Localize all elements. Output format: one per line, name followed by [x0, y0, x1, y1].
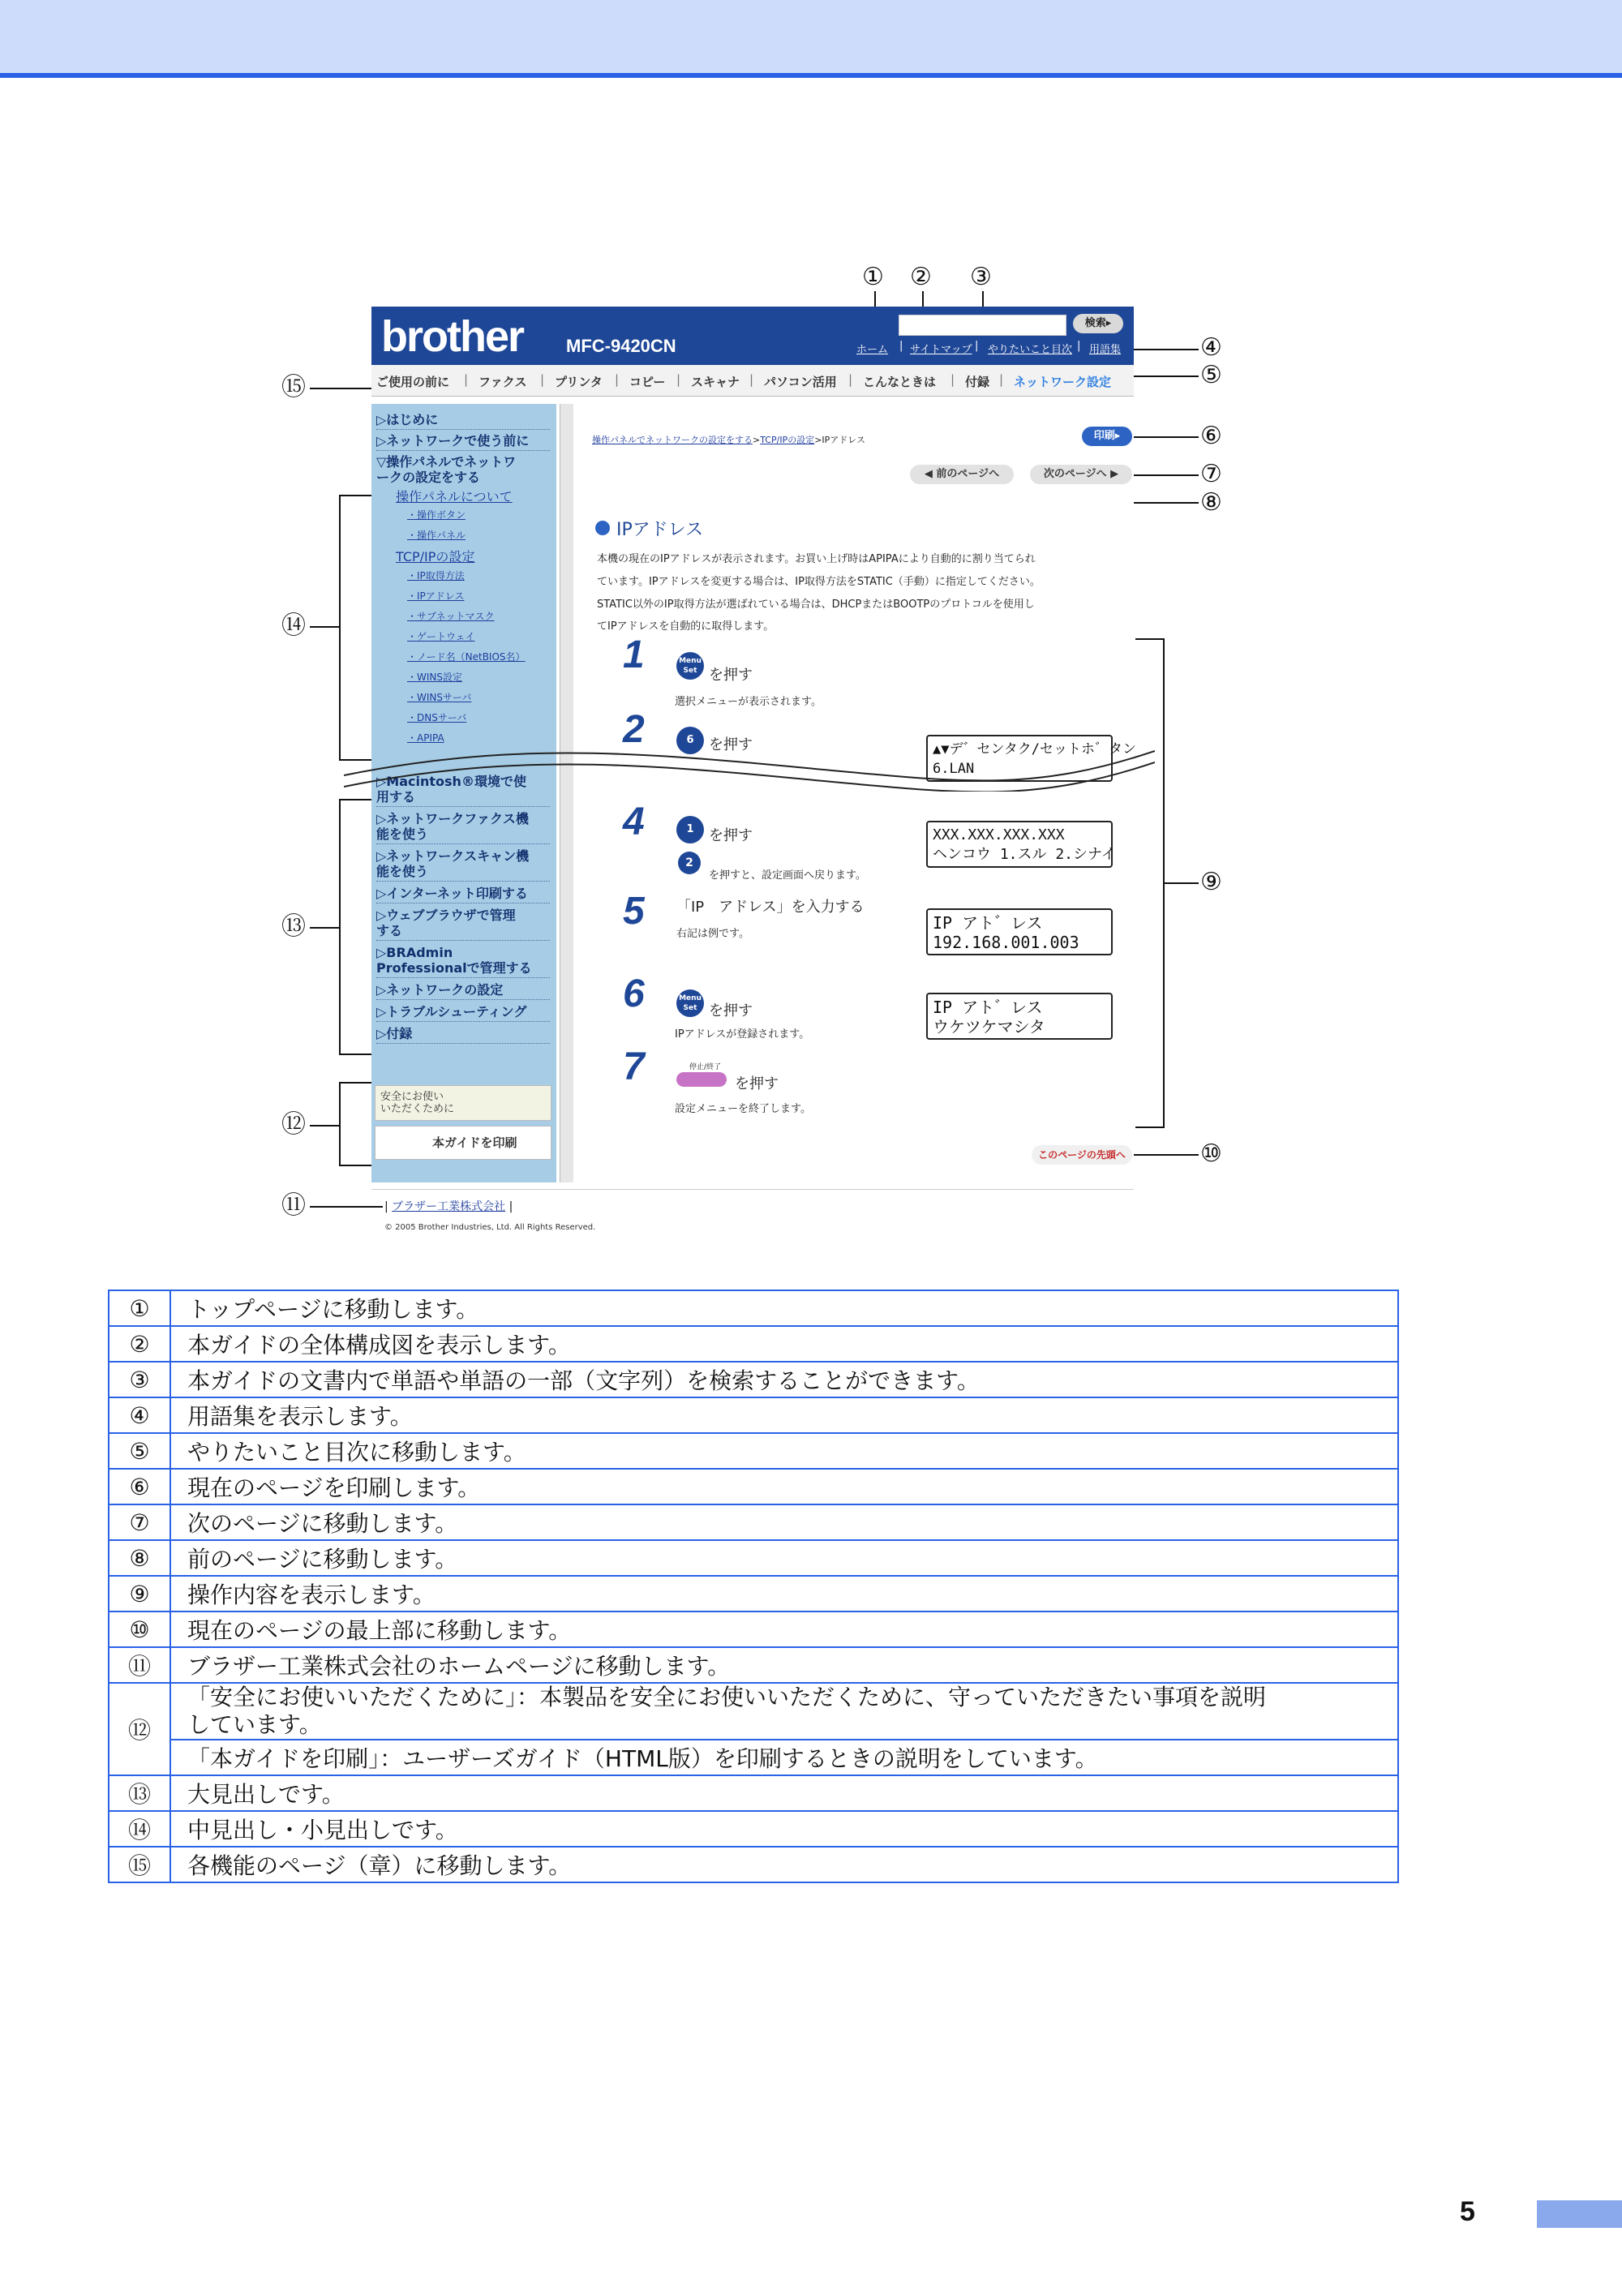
sidebar-subitem[interactable]: ・操作ボタン [407, 509, 466, 521]
sidebar [371, 404, 556, 1182]
table-row [109, 1469, 1398, 1504]
step-number: 4 [623, 800, 645, 843]
sidebar-item[interactable]: ▷ネットワークの設定 [376, 982, 504, 998]
sidebar-item[interactable]: ▷はじめに [376, 412, 439, 427]
table-row [109, 1326, 1398, 1362]
sidebar-subitem[interactable]: ・IP取得方法 [407, 570, 465, 582]
table-row [109, 1647, 1398, 1683]
step-label: を押す [709, 827, 753, 844]
step-note: 右記は例です。 [676, 928, 749, 940]
sidebar-item[interactable]: ▷トラブルシューティング [376, 1004, 527, 1019]
model-name: MFC-9420CN [566, 336, 676, 356]
step-label: 「IP アドレス」を入力する [676, 899, 865, 916]
sidebar-subitem[interactable]: ・ゲートウェイ [407, 631, 475, 642]
page-number: 5 [1460, 2196, 1475, 2227]
section-bullet-icon [595, 521, 610, 535]
chapter-nav-bar [371, 365, 1134, 397]
lcd-line: IP アト゛レス [933, 998, 1043, 1017]
bracket-14-vertical [339, 495, 341, 761]
leader-line-7 [1134, 474, 1199, 476]
divider [376, 999, 550, 1000]
sidebar-subitem[interactable]: ・サブネットマスク [407, 611, 495, 622]
bracket-9-bottom [1135, 1127, 1165, 1128]
breadcrumb-link[interactable]: TCP/IPの設定 [760, 435, 815, 445]
nav-item[interactable]: こんなときは [863, 375, 937, 389]
legend-text: 本ガイドの文書内で単語や単語の一部（文字列）を検索することができます。 [170, 1362, 1398, 1397]
callout-1: ① [862, 263, 884, 291]
lcd-line: ウケツケマシタ [933, 1017, 1045, 1036]
sidebar-item-cont[interactable]: する [376, 923, 403, 938]
lcd-line: XXX.XXX.XXX.XXX [933, 826, 1065, 843]
legend-text: 現在のページを印刷します。 [170, 1469, 1398, 1504]
page-break-wave [344, 743, 1155, 792]
lcd-line: ▲▼デ゛センタク/セットホ゛タン [933, 741, 1137, 757]
sidebar-subitem[interactable]: ・WINSサーバ [407, 692, 472, 703]
sidebar-subitem[interactable]: ・APIPA [407, 732, 444, 744]
table-row [109, 1775, 1398, 1811]
lcd-line: IP アト゛レス [933, 913, 1043, 933]
nav-item-active[interactable]: ネットワーク設定 [1014, 375, 1112, 389]
legend-number: ⑦ [109, 1504, 170, 1540]
table-row [109, 1433, 1398, 1469]
lcd-line: ヘンコウ 1.スル 2.シナイ [933, 846, 1116, 863]
legend-number: ⑨ [109, 1576, 170, 1611]
step-note: を押すと、設定画面へ戻ります。 [709, 869, 866, 882]
legend-text: 各機能のページ（章）に移動します。 [170, 1847, 1398, 1882]
nav-separator: | [848, 372, 853, 387]
next-page-button[interactable]: 次のページへ ▶ [1030, 465, 1132, 484]
divider [376, 806, 550, 807]
intro-line: STATIC以外のIP取得方法が選ばれている場合は、DHCPまたはBOOTPのプロトコルを使用し [597, 599, 1035, 611]
lcd-display [926, 908, 1113, 955]
step-note: 選択メニューが表示されます。 [675, 696, 822, 708]
divider [376, 1043, 550, 1044]
divider [376, 977, 550, 978]
divider [376, 450, 550, 451]
step-number: 5 [623, 890, 645, 933]
divider [376, 429, 550, 430]
callout-14: ⑭ [281, 612, 306, 640]
sidebar-subitem[interactable]: ・WINS設定 [407, 672, 462, 683]
brother-logo: brother [381, 312, 523, 361]
nav-item[interactable]: スキャナ [691, 375, 740, 389]
sidebar-subitem[interactable]: ・ノード名（NetBIOS名） [407, 651, 526, 663]
nav-item[interactable]: コピー [629, 375, 666, 389]
legend-text: 操作内容を表示します。 [170, 1576, 1398, 1611]
sidebar-item-cont[interactable]: Professionalで管理する [376, 960, 532, 976]
search-button[interactable]: 検索▸ [1073, 314, 1123, 333]
legend-number: ⑪ [109, 1647, 170, 1683]
glossary-link[interactable]: 用語集 [1089, 344, 1122, 356]
callout-7: ⑦ [1200, 460, 1222, 488]
nav-separator: | [749, 372, 754, 387]
sidebar-subitem-current[interactable]: ・IPアドレス [407, 590, 465, 602]
legend-number: ① [109, 1290, 170, 1326]
step-label: を押す [709, 667, 753, 684]
bracket-13-bottom [339, 1054, 373, 1055]
legend-text: 現在のページの最上部に移動します。 [170, 1611, 1398, 1647]
breadcrumb-link[interactable]: 操作パネルでネットワークの設定をする [592, 435, 753, 445]
leader-line-13 [310, 927, 341, 929]
divider [376, 843, 550, 844]
bracket-12-vertical [339, 1082, 341, 1166]
legend-text: 「安全にお使いいただくために」：本製品を安全にお使いいただくために、守っていただきたい事項を説明 しています。 [170, 1683, 1398, 1740]
table-row [109, 1847, 1398, 1882]
step-number: 6 [623, 972, 645, 1015]
divider [376, 1021, 550, 1022]
breadcrumb-sep: > [753, 435, 761, 445]
print-guide-banner[interactable]: 本ガイドを印刷 [375, 1126, 551, 1160]
nav-item[interactable]: プリンタ [555, 375, 603, 389]
scrollbar[interactable] [560, 404, 573, 1182]
menu-set-key-icon: Menu Set [676, 989, 704, 1017]
guide-screenshot [371, 307, 1137, 1191]
separator: | [975, 340, 979, 352]
sidebar-item[interactable]: ▷BRAdmin [376, 945, 453, 960]
nav-separator: | [464, 372, 469, 387]
footer-link-row: | ブラザー工業株式会社 | [384, 1200, 513, 1213]
nav-item[interactable]: ご使用の前に [376, 375, 450, 389]
sidebar-item[interactable]: ▷ネットワークで使う前に [376, 433, 530, 448]
callout-4: ④ [1200, 333, 1222, 362]
callout-8: ⑧ [1200, 488, 1222, 517]
nav-separator: | [540, 372, 545, 387]
nav-item[interactable]: パソコン活用 [764, 375, 837, 389]
key-2-icon: 2 [678, 852, 701, 874]
sidebar-item[interactable]: ▷ウェブブラウザで管理 [376, 908, 516, 923]
step-number: 7 [623, 1045, 645, 1088]
callout-5: ⑤ [1200, 361, 1222, 389]
sidebar-item-cont[interactable]: 用する [376, 789, 416, 805]
key-1-icon: 1 [676, 816, 704, 843]
legend-text: 中見出し・小見出しです。 [170, 1811, 1398, 1847]
task-index-link[interactable]: やりたいこと目次 [988, 344, 1073, 356]
guide-top-bar [371, 307, 1134, 365]
bracket-13-top [339, 799, 373, 800]
legend-text: 用語集を表示します。 [170, 1397, 1398, 1433]
table-row [109, 1576, 1398, 1611]
leader-line-15 [310, 388, 381, 389]
callout-13: ⑬ [281, 912, 306, 941]
bracket-12-top [339, 1082, 373, 1084]
key-6-icon: 6 [676, 727, 704, 754]
legend-table [108, 1290, 1399, 1883]
sidebar-subitem[interactable]: ・操作パネル [407, 530, 466, 541]
leader-line-6 [1134, 436, 1199, 438]
legend-number: ⑬ [109, 1775, 170, 1811]
table-row [109, 1504, 1398, 1540]
nav-separator: | [676, 372, 681, 387]
copyright: © 2005 Brother Industries, Ltd. All Rights Reserved. [384, 1223, 596, 1232]
legend-number: ⑥ [109, 1469, 170, 1504]
sidebar-item[interactable]: ▷ネットワークファクス機 [376, 811, 529, 826]
legend-text: 次のページに移動します。 [170, 1504, 1398, 1540]
separator: | [1077, 340, 1081, 352]
table-row [109, 1683, 1398, 1740]
brother-home-link[interactable]: ブラザー工業株式会社 [392, 1200, 506, 1213]
nav-separator: | [999, 372, 1004, 387]
legend-text: やりたいこと目次に移動します。 [170, 1433, 1398, 1469]
table-row [109, 1362, 1398, 1397]
legend-number: ⑧ [109, 1540, 170, 1576]
table-row [109, 1811, 1398, 1847]
legend-number: ② [109, 1326, 170, 1362]
sidebar-item[interactable]: ▷ネットワークスキャン機 [376, 848, 530, 864]
stop-key-caption: 停止/終了 [689, 1063, 722, 1071]
search-input[interactable] [899, 315, 1066, 336]
legend-number: ⑭ [109, 1811, 170, 1847]
nav-item[interactable]: 付録 [965, 375, 990, 389]
breadcrumb [592, 433, 865, 446]
nav-item[interactable]: ファクス [478, 375, 527, 389]
page-header-band [0, 0, 1622, 78]
leader-line-4 [1127, 349, 1199, 350]
bracket-14-top [339, 495, 373, 496]
bracket-12-bottom [339, 1165, 373, 1166]
lcd-line: 192.168.001.003 [933, 933, 1079, 952]
table-row [109, 1611, 1398, 1647]
sidebar-item-cont[interactable]: 能を使う [376, 826, 429, 842]
step-number: 2 [623, 708, 645, 751]
table-row [109, 1290, 1398, 1326]
stop-exit-key-icon [676, 1072, 727, 1087]
legend-text: 大見出しです。 [170, 1775, 1398, 1811]
table-row [109, 1397, 1398, 1433]
step-note: 設定メニューを終了します。 [675, 1103, 811, 1115]
sidebar-subheading[interactable]: 操作パネルについて [396, 489, 513, 504]
leader-line-9 [1163, 882, 1199, 884]
callout-10: ⑩ [1200, 1139, 1222, 1168]
intro-line: 本機の現在のIPアドレスが表示されます。お買い上げ時はAPIPAにより自動的に割り当てられ [597, 553, 1036, 565]
legend-number: ⑮ [109, 1847, 170, 1882]
legend-number: ④ [109, 1397, 170, 1433]
callout-9: ⑨ [1200, 868, 1222, 896]
separator: | [899, 340, 903, 352]
home-link[interactable]: ホーム [856, 344, 889, 356]
lcd-display [926, 993, 1113, 1040]
legend-number: ⑤ [109, 1433, 170, 1469]
footer-divider [371, 1189, 1134, 1190]
sidebar-item[interactable]: ▷付録 [376, 1026, 413, 1041]
print-button[interactable]: 印刷▸ [1082, 427, 1132, 446]
section-title: IPアドレス [616, 520, 704, 540]
sidebar-item-open[interactable]: ▽操作パネルでネットワ [376, 454, 517, 470]
leader-line-12 [310, 1125, 341, 1127]
page-top-button[interactable]: このページの先頭へ [1032, 1145, 1132, 1165]
sitemap-link[interactable]: サイトマップ [910, 344, 972, 356]
sidebar-item-open-cont[interactable]: ークの設定をする [376, 470, 481, 485]
legend-text: トップページに移動します。 [170, 1290, 1398, 1326]
callout-2: ② [910, 263, 932, 291]
intro-line: ています。IPアドレスを変更する場合は、IP取得方法をSTATIC（手動）に指定してください。 [597, 576, 1041, 588]
callout-12: ⑫ [281, 1110, 306, 1139]
leader-line-11 [310, 1206, 383, 1208]
legend-text: ブラザー工業株式会社のホームページに移動します。 [170, 1647, 1398, 1683]
intro-line: てIPアドレスを自動的に取得します。 [597, 620, 775, 633]
callout-6: ⑥ [1200, 422, 1222, 450]
table-row [109, 1740, 1398, 1775]
lcd-line: 6.LAN [933, 761, 975, 777]
step-note: IPアドレスが登録されます。 [675, 1028, 810, 1041]
divider [376, 940, 550, 941]
legend-text: 「本ガイドを印刷」：ユーザーズガイド（HTML版）を印刷するときの説明をしています。 [170, 1740, 1398, 1775]
sidebar-subheading[interactable]: TCP/IPの設定 [396, 549, 475, 564]
prev-page-button[interactable]: ◀ 前のページへ [910, 465, 1014, 484]
leader-line-10 [1134, 1154, 1199, 1156]
step-label: を押す [709, 736, 753, 753]
bracket-13-vertical [339, 799, 341, 1055]
legend-number: ③ [109, 1362, 170, 1397]
legend-number: ⑫ [109, 1683, 170, 1775]
safety-banner[interactable]: 安全にお使い いただくために [375, 1085, 551, 1121]
sidebar-subitem[interactable]: ・DNSサーバ [407, 712, 467, 723]
menu-set-key-icon: Menu Set [676, 652, 704, 680]
nav-separator: | [950, 372, 955, 387]
divider [376, 881, 550, 882]
leader-line-14 [310, 626, 341, 628]
step-label: を押す [735, 1075, 779, 1092]
bracket-9-top [1135, 638, 1165, 640]
sidebar-item-cont[interactable]: 能を使う [376, 864, 429, 879]
breadcrumb-sep: > [814, 435, 822, 445]
step-number: 1 [623, 633, 645, 676]
table-row [109, 1540, 1398, 1576]
callout-3: ③ [970, 263, 992, 291]
breadcrumb-current: IPアドレス [822, 435, 865, 445]
callout-15: ⑮ [281, 373, 306, 401]
page-number-bar [1537, 2200, 1622, 2228]
lcd-display [926, 821, 1116, 868]
legend-number: ⑩ [109, 1611, 170, 1647]
step-label: を押す [709, 1002, 753, 1019]
sidebar-item[interactable]: ▷インターネット印刷する [376, 886, 528, 901]
sidebar-item[interactable]: ▷Macintosh®環境で使 [376, 774, 526, 789]
callout-11: ⑪ [281, 1191, 306, 1220]
nav-separator: | [615, 372, 620, 387]
legend-text: 前のページに移動します。 [170, 1540, 1398, 1576]
legend-text: 本ガイドの全体構成図を表示します。 [170, 1326, 1398, 1362]
